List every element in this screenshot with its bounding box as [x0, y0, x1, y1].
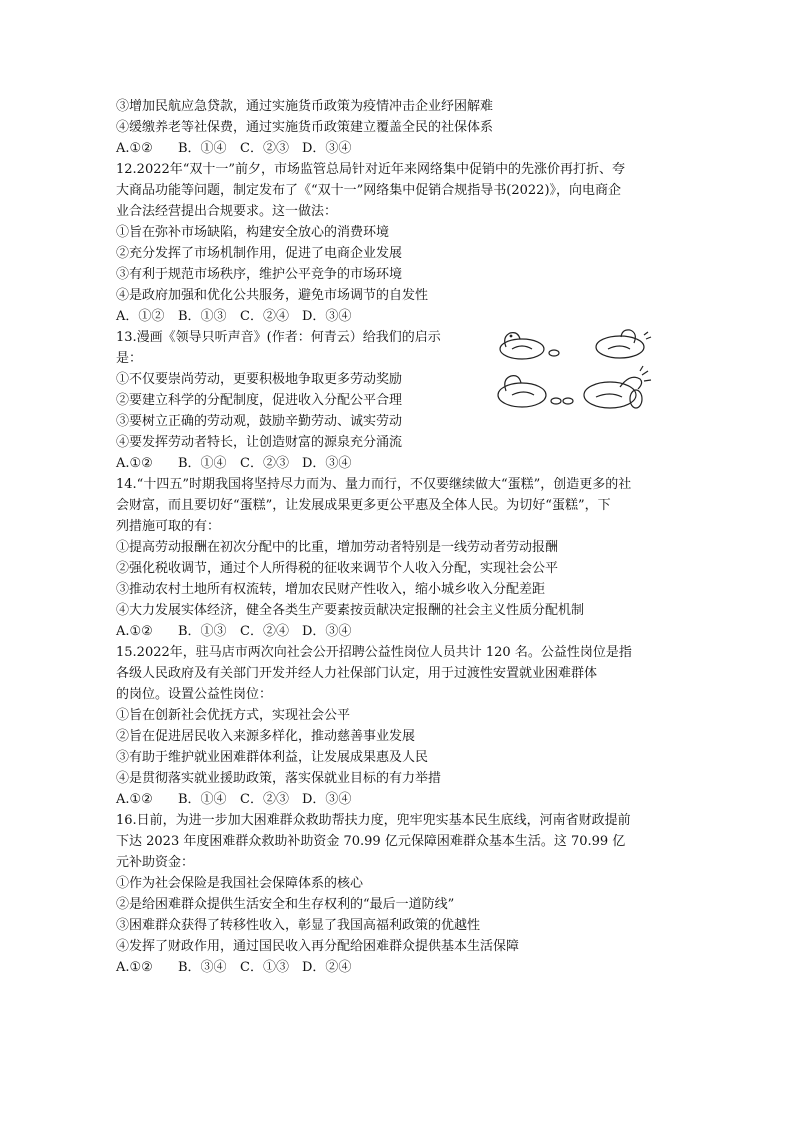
choice-item: ④大力发展实体经济，健全各类生产要素按贡献决定报酬的社会主义性质分配机制	[116, 603, 585, 618]
question-stem: 15.2022年，驻马店市两次向社会公开招聘公益性岗位人员共计 120 名。公益性岗位是指	[116, 645, 632, 660]
option-c[interactable]: C．②④	[240, 624, 289, 639]
choice-item: ③困难群众获得了转移性收入，彰显了我国高福利政策的优越性	[116, 918, 481, 933]
choice-item: ④是贯彻落实就业援助政策，落实保就业目标的有力举措	[116, 771, 442, 786]
choice-item: ③推动农村土地所有权流转，增加农民财产性收入，缩小城乡收入分配差距	[116, 582, 546, 597]
question-11-tail	[116, 96, 676, 159]
option-d[interactable]: D．③④	[302, 624, 352, 639]
choice-item: ②要建立科学的分配制度，促进收入分配公平合理	[116, 393, 403, 408]
option-d[interactable]: D．③④	[302, 792, 352, 807]
exam-page	[116, 96, 676, 978]
choice-item: ③要树立正确的劳动观，鼓励辛勤劳动、诚实劳动	[116, 414, 403, 429]
choice-item: ①不仅要崇尚劳动，更要积极地争取更多劳动奖励	[116, 372, 403, 387]
option-d[interactable]: D．③④	[302, 456, 352, 471]
choice-item: ④发挥了财政作用，通过国民收入再分配给困难群众提供基本生活保障	[116, 939, 520, 954]
question-stem: 13.漫画《领导只听声音》(作者：何青云）给我们的启示	[116, 330, 441, 345]
egg-icon	[549, 350, 559, 356]
hen-icon	[500, 333, 544, 359]
option-a[interactable]: A.①②	[116, 960, 153, 975]
question-16	[116, 810, 676, 978]
question-stem: 是：	[116, 351, 143, 366]
option-b[interactable]: B．①③	[178, 309, 227, 324]
question-stem: 各级人民政府及有关部门开发并经人力社保部门认定，用于过渡性安置就业困难群体	[116, 666, 598, 681]
answer-options	[116, 138, 676, 159]
question-stem: 12.2022年“双十一”前夕，市场监管总局针对近年来网络集中促销中的先涨价再打折、夸	[116, 162, 626, 177]
question-stem: 元补助资金：	[116, 855, 195, 870]
question-stem: 大商品功能等问题，制定发布了《“双十一”网络集中促销合规指导书(2022)》，向电商企	[116, 183, 622, 198]
question-15	[116, 642, 676, 810]
question-12	[116, 159, 676, 327]
answer-options	[116, 957, 676, 978]
answer-options	[116, 453, 676, 474]
option-b[interactable]: B．①④	[178, 792, 227, 807]
question-stem: 列措施可取的有：	[116, 519, 221, 534]
option-c[interactable]: C．②④	[240, 309, 289, 324]
choice-item: ①作为社会保险是我国社会保障体系的核心	[116, 876, 364, 891]
question-stem: 业合法经营提出合规要求。这一做法：	[116, 204, 338, 219]
option-b[interactable]: B．①④	[178, 456, 227, 471]
choice-item: ③增加民航应急贷款，通过实施货币政策为疫情冲击企业纾困解难	[116, 99, 494, 114]
question-stem: 14.“十四五”时期我国将坚持尽力而为、量力而行，不仅要继续做大“蛋糕”，创造更多的社	[116, 477, 632, 492]
cartoon-image	[492, 327, 662, 419]
option-c[interactable]: C．②③	[240, 456, 289, 471]
answer-options	[116, 306, 676, 327]
option-a[interactable]: A.①②	[116, 792, 153, 807]
question-stem: 会财富，而且要切好“蛋糕”，让发展成果更多更公平惠及全体人民。为切好“蛋糕”，下	[116, 498, 611, 513]
choice-item: ④要发挥劳动者特长，让创造财富的源泉充分涌流	[116, 435, 403, 450]
option-b[interactable]: B．①③	[178, 624, 227, 639]
hen-icon	[584, 366, 651, 408]
option-c[interactable]: C．②③	[240, 141, 289, 156]
option-a[interactable]: A．①②	[116, 309, 165, 324]
option-a[interactable]: A.①②	[116, 624, 153, 639]
choice-item: ②是给困难群众提供生活安全和生存权利的“最后一道防线”	[116, 897, 455, 912]
choice-item: ①旨在创新社会优抚方式，实现社会公平	[116, 708, 351, 723]
option-d[interactable]: D．③④	[302, 309, 352, 324]
option-a[interactable]: A.①②	[116, 141, 153, 156]
choice-item: ④是政府加强和优化公共服务，避免市场调节的自发性	[116, 288, 429, 303]
egg-icon	[563, 398, 573, 404]
question-14	[116, 474, 676, 642]
question-stem: 下达 2023 年度困难群众救助补助资金 70.99 亿元保障困难群众基本生活。这 70.99 亿	[116, 834, 626, 849]
choice-item: ②旨在促进居民收入来源多样化，推动慈善事业发展	[116, 729, 416, 744]
choice-item: ③有助于维护就业困难群体利益，让发展成果惠及人民	[116, 750, 429, 765]
option-d[interactable]: D．③④	[302, 141, 352, 156]
question-stem: 的岗位。设置公益性岗位：	[116, 687, 273, 702]
choice-item: ④缓缴养老等社保费，通过实施货币政策建立覆盖全民的社保体系	[116, 120, 494, 135]
option-c[interactable]: C．②③	[240, 792, 289, 807]
hen-icon	[498, 376, 546, 407]
egg-icon	[551, 398, 561, 404]
option-b[interactable]: B．③④	[178, 960, 227, 975]
choice-item: ①提高劳动报酬在初次分配中的比重，增加劳动者特别是一线劳动者劳动报酬	[116, 540, 559, 555]
question-13	[116, 327, 676, 474]
option-d[interactable]: D．②④	[302, 960, 352, 975]
answer-options	[116, 789, 676, 810]
option-c[interactable]: C．①③	[240, 960, 289, 975]
choice-item: ②强化税收调节，通过个人所得税的征收来调节个人收入分配，实现社会公平	[116, 561, 559, 576]
answer-options	[116, 621, 676, 642]
choice-item: ①旨在弥补市场缺陷，构建安全放心的消费环境	[116, 225, 390, 240]
option-b[interactable]: B．①④	[178, 141, 227, 156]
option-a[interactable]: A.①②	[116, 456, 153, 471]
question-stem: 16.日前，为进一步加大困难群众救助帮扶力度，兜牢兜实基本民生底线，河南省财政提前	[116, 813, 631, 828]
choice-item: ②充分发挥了市场机制作用，促进了电商企业发展	[116, 246, 403, 261]
choice-item: ③有利于规范市场秩序，维护公平竞争的市场环境	[116, 267, 403, 282]
hen-icon	[596, 330, 651, 358]
